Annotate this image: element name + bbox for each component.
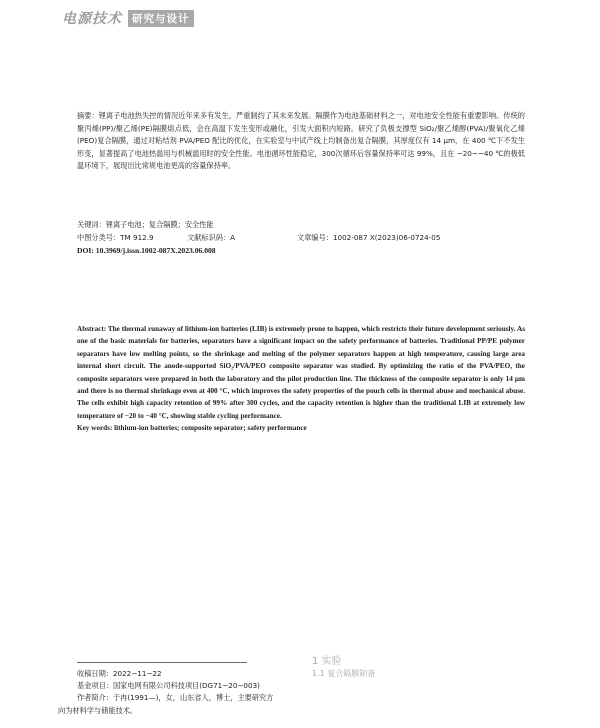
clc-number: 中图分类号：TM 912.9 <box>77 233 154 242</box>
classification-row <box>77 233 525 245</box>
section-tag: 研究与设计 <box>128 10 194 27</box>
english-abstract-text: Abstract: The thermal runaway of lithium-ion batteries (LIB) is extremely prone to happen, which restricts their future development seriously. As one of the basic materials for batteries, separators have a significant impact on the safety performance of batteries. Traditional PP/PE polymer separators have low melting points, so the shrinkage and melting of the polymer separators happen at high temperature, causing large area internal short circuit. The anode-supported SiO₂/PVA/PEO composite separator was studied. By optimizing the ratio of the PVA/PEO, the composite separators were prepared in both the laboratory and the pilot production line. The thickness of the composite separator is only 14 μm and there is no thermal shrinkage even at 400 °C, which improves the safety properties of the pouch cells in thermal abuse and mechanical abuse. The cells exhibit high capacity retention of 99% after 300 cycles, and the capacity retention is higher than the traditional LIB at extremely low temperature of −20 to −40 °C, showing stable cycling performance. <box>77 325 525 420</box>
english-keywords: Key words: lithium-ion batteries; composite separator; safety performance <box>77 424 307 433</box>
journal-name: 电源技术 <box>62 11 122 27</box>
document-code: 文献标识码：A <box>187 233 236 242</box>
footnote-rule <box>77 662 247 663</box>
author-intro-cont: 向为材料学与储能技术。 <box>58 705 138 715</box>
english-abstract <box>77 323 525 435</box>
fund-project: 基金项目：国家电网有限公司科技项目(DG71−20−003) <box>77 681 260 691</box>
section-heading: 1 实验 <box>312 656 342 667</box>
received-date: 收稿日期：2022−11−22 <box>77 669 162 678</box>
subsection-heading: 1.1 复合隔膜制备 <box>312 669 376 678</box>
doi: DOI: 10.3969/j.issn.1002-087X.2023.06.008 <box>77 246 216 255</box>
chinese-abstract <box>77 110 525 173</box>
article-number: 文章编号：1002-087 X(2023)06-0724-05 <box>297 233 441 242</box>
author-intro: 作者简介：于冉(1991—)，女，山东省人，博士，主要研究方 <box>77 693 274 703</box>
journal-header <box>62 8 194 28</box>
footnote <box>58 668 273 717</box>
chinese-abstract-text: 摘要：锂离子电池热失控的情况近年来多有发生，严重制约了其未来发展。隔膜作为电池基础材料之一，对电池安全性能有重要影响。传统的聚丙烯(PP)/聚乙烯(PE)隔膜熔点低，会在高温下发生变形或融化，引发大面积内短路。研究了负极支撑型 SiO₂/聚乙烯醇(PVA)/聚氧化乙烯(PEO)复合隔膜，通过对粘结剂 PVA/PEO 配比的优化，在实验室与中试产线上均制备出复合隔膜，其厚度仅有 14 μm，在 400 ℃下不发生形变，显著提高了电池热滥用与机械滥用时的安全性能。电池循环性能稳定，300次循环后容量保持率可达 99%，且在 −20~−40 ℃的极低温环境下，展现出比常规电池更高的容量保持率。 <box>77 111 525 171</box>
chinese-keywords: 关键词：锂离子电池；复合隔膜；安全性能 <box>77 220 214 229</box>
